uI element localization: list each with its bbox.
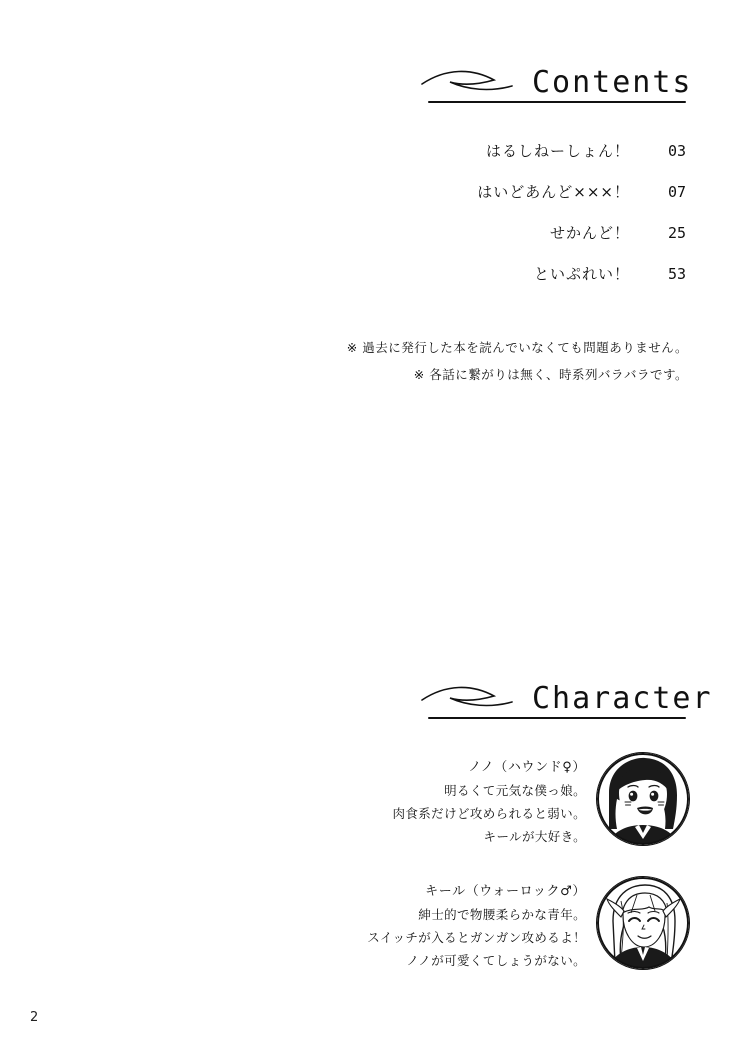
character-entry [300,752,690,850]
contents-heading-rule [428,101,686,103]
contents-heading-text: Contents [532,65,693,100]
contents-entry [400,181,686,202]
page-number: 2 [30,1010,39,1025]
contents-note: ※ 過去に発行した本を読んでいなくても問題ありません。 [346,340,688,355]
character-description-line: ノノが可愛くてしょうがない。 [406,953,586,968]
character-heading [420,678,713,716]
swoosh-flourish-icon [420,678,530,714]
character-heading-rule [428,717,686,719]
contents-entry-page: 07 [667,183,686,201]
contents-list [400,140,686,304]
character-description-line: 明るくて元気な僕っ娘。 [444,783,586,798]
contents-note: ※ 各話に繋がりは無く、時系列バラバラです。 [413,367,688,382]
swoosh-flourish-icon [420,62,530,98]
contents-entry-title: せかんど！ [549,224,630,242]
character-entry-text [300,752,586,850]
contents-notes [300,338,688,392]
contents-entry-title: といぷれい！ [533,265,630,283]
contents-entry-page: 03 [667,142,686,160]
portrait-nono-icon [596,752,690,846]
contents-entry-page: 25 [667,224,686,242]
contents-entry [400,263,686,284]
contents-entry-page: 53 [667,265,686,283]
character-heading-text: Character [532,681,713,716]
character-description-line: 紳士的で物腰柔らかな青年。 [418,907,586,922]
character-name: ノノ（ハウンド♀） [468,760,586,775]
portrait-keel-icon [596,876,690,970]
contents-entry-title: はいどあんど×××！ [477,183,630,201]
character-entry-text [300,876,586,974]
character-description-line: スイッチが入るとガンガン攻めるよ！ [367,930,586,945]
contents-entry [400,140,686,161]
contents-heading [420,62,693,100]
character-description-line: キールが大好き。 [483,829,586,844]
contents-entry [400,222,686,243]
contents-entry-title: はるしねーしょん！ [485,142,630,160]
character-description-line: 肉食系だけど攻められると弱い。 [392,806,586,821]
character-entry [300,876,690,974]
character-name: キール（ウォーロック♂） [425,884,586,899]
